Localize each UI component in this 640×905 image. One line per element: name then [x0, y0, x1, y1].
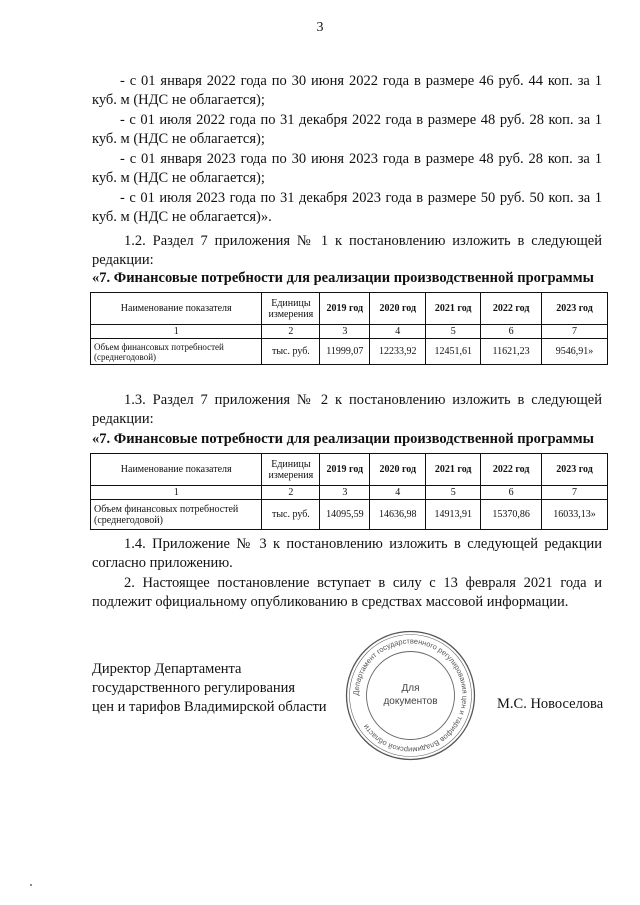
tariff-line-3: - с 01 января 2023 года по 30 июня 2023 года в размере 48 руб. 28 коп. за 1 куб. м (НДС не облагается); [92, 151, 602, 186]
stamp-seal [343, 628, 478, 763]
scan-dot [30, 884, 32, 886]
table1-value-2021: 12451,61 [426, 339, 481, 365]
stamp-center-line-2: документов [383, 696, 438, 707]
table2-value-2021: 14913,91 [426, 500, 481, 530]
table2-header-name: Наименование показателя [91, 454, 262, 486]
section-1-2-heading: «7. Финансовые потребности для реализации производственной программы [92, 270, 594, 286]
tariff-line-1: - с 01 января 2022 года по 30 июня 2022 года в размере 46 руб. 44 коп. за 1 куб. м (НДС не облагается); [92, 73, 602, 108]
table2-colnum: 1 [91, 486, 262, 500]
table1-value-2023: 9546,91» [542, 339, 608, 365]
table2-colnum: 3 [320, 486, 370, 500]
section-1-3-text: 1.3. Раздел 7 приложения № 2 к постановлению изложить в следующей редакции: [92, 392, 602, 427]
signatory-name: М.С. Новоселова [497, 696, 604, 712]
page-number: 3 [316, 20, 324, 35]
table1-value-2020: 12233,92 [370, 339, 426, 365]
table1-value-2019: 11999,07 [320, 339, 370, 365]
table2-colnum: 6 [481, 486, 542, 500]
table1-header-2022: 2022 год [481, 293, 542, 325]
table1-row-label: Объем финансовых потребностей (среднегодовой) [91, 339, 262, 365]
table1-colnum: 4 [370, 325, 426, 339]
table1-header-units: Единицы измерения [262, 293, 320, 325]
table2-colnum: 2 [262, 486, 320, 500]
table2-colnum: 7 [542, 486, 608, 500]
financial-table-1 [90, 292, 608, 365]
table2-value-2019: 14095,59 [320, 500, 370, 530]
table1-colnum: 5 [426, 325, 481, 339]
table2-header-2019: 2019 год [320, 454, 370, 486]
financial-table-2 [90, 453, 608, 530]
table2-header-2021: 2021 год [426, 454, 481, 486]
table2-value-2020: 14636,98 [370, 500, 426, 530]
table2-row-label: Объем финансовых потребностей (среднегодовой) [91, 500, 262, 530]
table1-colnum: 3 [320, 325, 370, 339]
table2-header-2022: 2022 год [481, 454, 542, 486]
table2-row-units: тыс. руб. [262, 500, 320, 530]
signature-title-line: Директор Департамента [92, 661, 242, 677]
signature-title [92, 660, 327, 717]
clause-2-text: 2. Настоящее постановление вступает в силу с 13 февраля 2021 года и подлежит официальному опубликованию в средствах массовой информации. [92, 575, 602, 610]
table1-row-units: тыс. руб. [262, 339, 320, 365]
section-1-4-text: 1.4. Приложение № 3 к постановлению изложить в следующей редакции согласно приложению. [92, 536, 602, 571]
table1-header-2019: 2019 год [320, 293, 370, 325]
table1-colnum: 2 [262, 325, 320, 339]
table1-header-2023: 2023 год [542, 293, 608, 325]
table2-value-2022: 15370,86 [481, 500, 542, 530]
section-1-3-heading: «7. Финансовые потребности для реализации производственной программы [92, 431, 594, 447]
table1-header-2020: 2020 год [370, 293, 426, 325]
tariff-line-2: - с 01 июля 2022 года по 31 декабря 2022 года в размере 48 руб. 28 коп. за 1 куб. м (НДС не облагается); [92, 112, 602, 147]
section-1-2-text: 1.2. Раздел 7 приложения № 1 к постановлению изложить в следующей редакции: [92, 233, 602, 268]
tariff-line-4: - с 01 июля 2023 года по 31 декабря 2023 года в размере 50 руб. 50 коп. за 1 куб. м (НДС не облагается)». [92, 190, 602, 225]
signature-title-line: цен и тарифов Владимирской области [92, 699, 327, 715]
table2-header-2020: 2020 год [370, 454, 426, 486]
table1-colnum: 1 [91, 325, 262, 339]
table1-value-2022: 11621,23 [481, 339, 542, 365]
table2-colnum: 5 [426, 486, 481, 500]
table1-colnum: 6 [481, 325, 542, 339]
stamp-ring-text: Департамент государственного регулирования цен и тарифов Владимирской области [351, 636, 470, 755]
signature-title-line: государственного регулирования [92, 680, 296, 696]
table2-header-2023: 2023 год [542, 454, 608, 486]
table1-header-name: Наименование показателя [91, 293, 262, 325]
table2-value-2023: 16033,13» [542, 500, 608, 530]
table1-header-2021: 2021 год [426, 293, 481, 325]
table1-colnum: 7 [542, 325, 608, 339]
stamp-center-line-1: Для [401, 683, 420, 694]
table2-header-units: Единицы измерения [262, 454, 320, 486]
table2-colnum: 4 [370, 486, 426, 500]
